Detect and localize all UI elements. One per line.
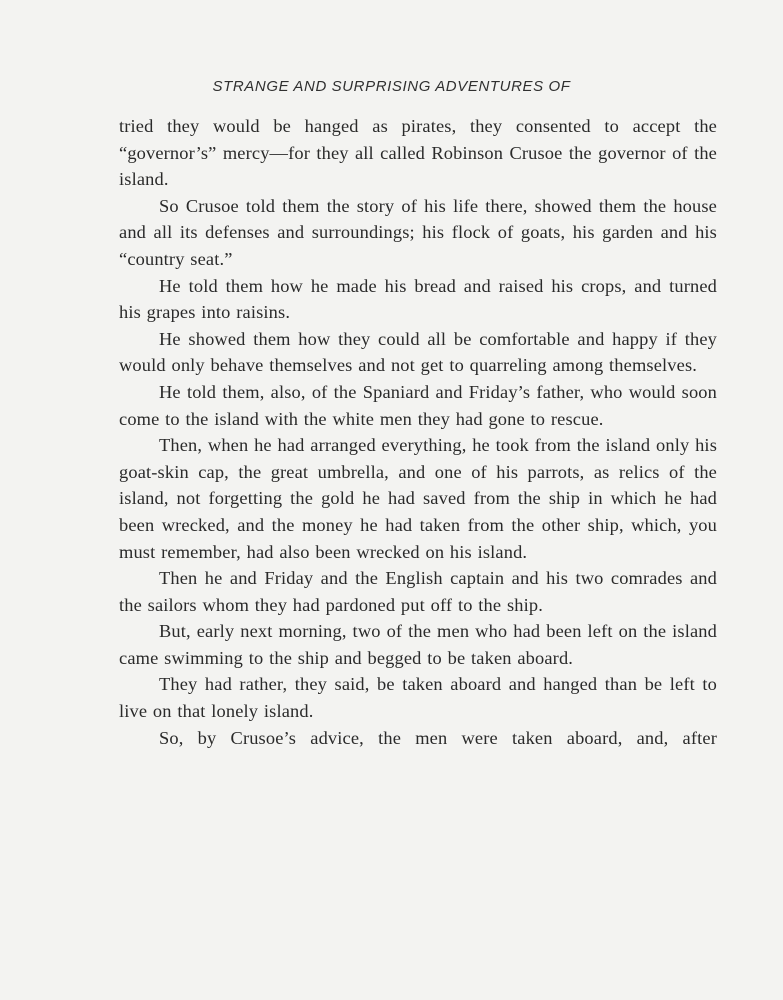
paragraph-9: They had rather, they said, be taken aboard and hanged than be left to live on that lonely island. — [119, 674, 717, 722]
paragraph-8: But, early next morning, two of the men who had been left on the island came swimming to the ship and begged to be taken aboard. — [119, 621, 717, 668]
paragraph-5: He told them, also, of the Spaniard and Friday’s father, who would soon come to the island with the white men they had gone to rescue. — [119, 381, 717, 429]
paragraph-4: He showed them how they could all be comfortable and happy if they would only behave themselves and not get to quarreling among themselves. — [119, 328, 717, 376]
paragraph-1: tried they would be hanged as pirates, they consented to accept the “governor’s” mercy—for they all called Robinson Crusoe the governor of the island. — [119, 116, 717, 190]
body-text — [119, 113, 717, 751]
paragraph-10: So, by Crusoe’s advice, the men were taken aboard, and, after — [159, 727, 717, 748]
running-head: STRANGE AND SURPRISING ADVENTURES OF — [212, 78, 571, 95]
paragraph-7: Then he and Friday and the English captain and his two comrades and the sailors whom they had pardoned put off to the ship. — [119, 568, 717, 615]
paragraph-2: So Crusoe told them the story of his life there, showed them the house and all its defenses and surroundings; his flock of goats, his garden and his “country seat.” — [119, 195, 717, 269]
paragraph-6: Then, when he had arranged everything, he took from the island only his goat-skin cap, the great umbrella, and one of his parrots, as relics of the island, not forgetting the gold he had saved from the ship in which he had been wrecked, and the money he had taken from the other ship, which, you must remember, had also been wrecked on his island. — [119, 435, 717, 562]
paragraph-3: He told them how he made his bread and raised his crops, and turned his grapes into raisins. — [119, 275, 717, 323]
